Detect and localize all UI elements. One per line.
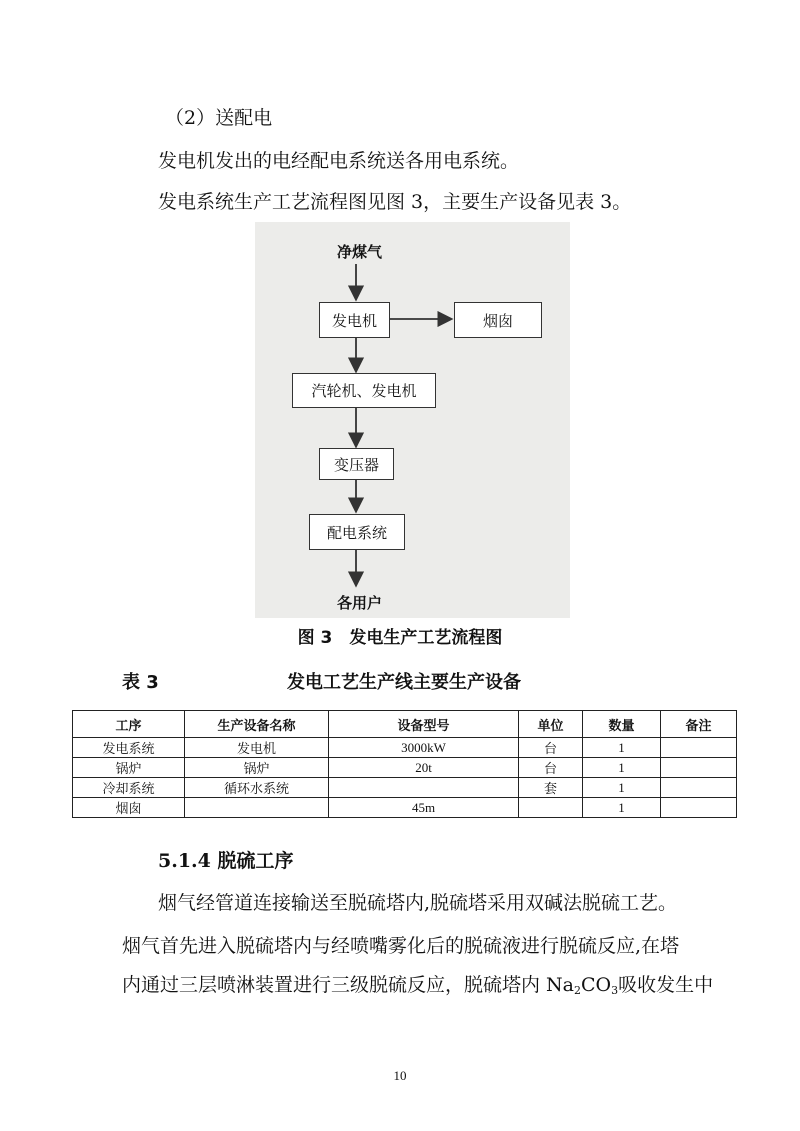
cell-model: 45m [329,798,519,818]
cell-remarks [661,778,737,798]
chem-co: CO [581,974,612,996]
cell-equipment-name: 循环水系统 [185,778,329,798]
cell-equipment-name: 发电机 [185,738,329,758]
page-number: 10 [393,1068,407,1083]
cell-model: 20t [329,758,519,778]
cell-quantity: 1 [583,798,661,818]
flow-arrows [255,222,570,618]
table-title: 发电工艺生产线主要生产设备 [287,672,521,693]
cell-process: 锅炉 [73,758,185,778]
node-turbine-generator: 汽轮机、发电机 [292,373,436,408]
chem-sub-2: 2 [574,984,581,997]
chem-sub-3: 3 [611,984,619,997]
header-unit: 单位 [519,711,583,738]
cell-unit: 台 [519,758,583,778]
section-heading: 5.1.4 脱硫工序 [158,850,294,872]
header-quantity: 数量 [583,711,661,738]
flow-diagram [255,222,570,618]
table-row [73,798,737,818]
table-label: 表 3 [122,672,159,693]
node-chimney: 烟囱 [454,302,542,338]
cell-unit [519,798,583,818]
node-generator: 发电机 [319,302,390,338]
cell-process: 发电系统 [73,738,185,758]
node-transformer: 变压器 [319,448,394,480]
header-equipment-name: 生产设备名称 [185,711,329,738]
line-3-end: 吸收发生中 [618,974,714,996]
cell-remarks [661,758,737,778]
cell-quantity: 1 [583,778,661,798]
line-3-start: 内通过三层喷淋装置进行三级脱硫反应，脱硫塔内 [122,974,547,996]
cell-equipment-name [185,798,329,818]
table-header-row [73,711,737,738]
cell-model [329,778,519,798]
cell-remarks [661,738,737,758]
paragraph-line-1: 烟气经管道连接输送至脱硫塔内,脱硫塔采用双碱法脱硫工艺。 [158,892,678,914]
cell-unit: 台 [519,738,583,758]
table-row [73,758,737,778]
header-process: 工序 [73,711,185,738]
paragraph-line-3 [122,973,713,997]
input-label: 净煤气 [337,243,383,261]
cell-unit: 套 [519,778,583,798]
header-model: 设备型号 [329,711,519,738]
cell-process: 烟囱 [73,798,185,818]
header-remarks: 备注 [661,711,737,738]
cell-quantity: 1 [583,738,661,758]
paragraph-distribution: 发电机发出的电经配电系统送各用电系统。 [158,150,520,172]
sub-heading-power-distribution: （2）送配电 [165,107,273,129]
cell-equipment-name: 锅炉 [185,758,329,778]
table-row [73,738,737,758]
cell-process: 冷却系统 [73,778,185,798]
output-label: 各用户 [337,594,383,612]
cell-remarks [661,798,737,818]
paragraph-line-2: 烟气首先进入脱硫塔内与经喷嘴雾化后的脱硫液进行脱硫反应,在塔 [122,935,680,957]
node-distribution-system: 配电系统 [309,514,405,550]
table-row [73,778,737,798]
cell-model: 3000kW [329,738,519,758]
equipment-table [72,710,737,818]
cell-quantity: 1 [583,758,661,778]
figure-caption: 图 3 发电生产工艺流程图 [297,628,503,648]
chem-na: Na [546,974,574,996]
paragraph-flow-intro: 发电系统生产工艺流程图见图 3，主要生产设备见表 3。 [158,191,632,213]
